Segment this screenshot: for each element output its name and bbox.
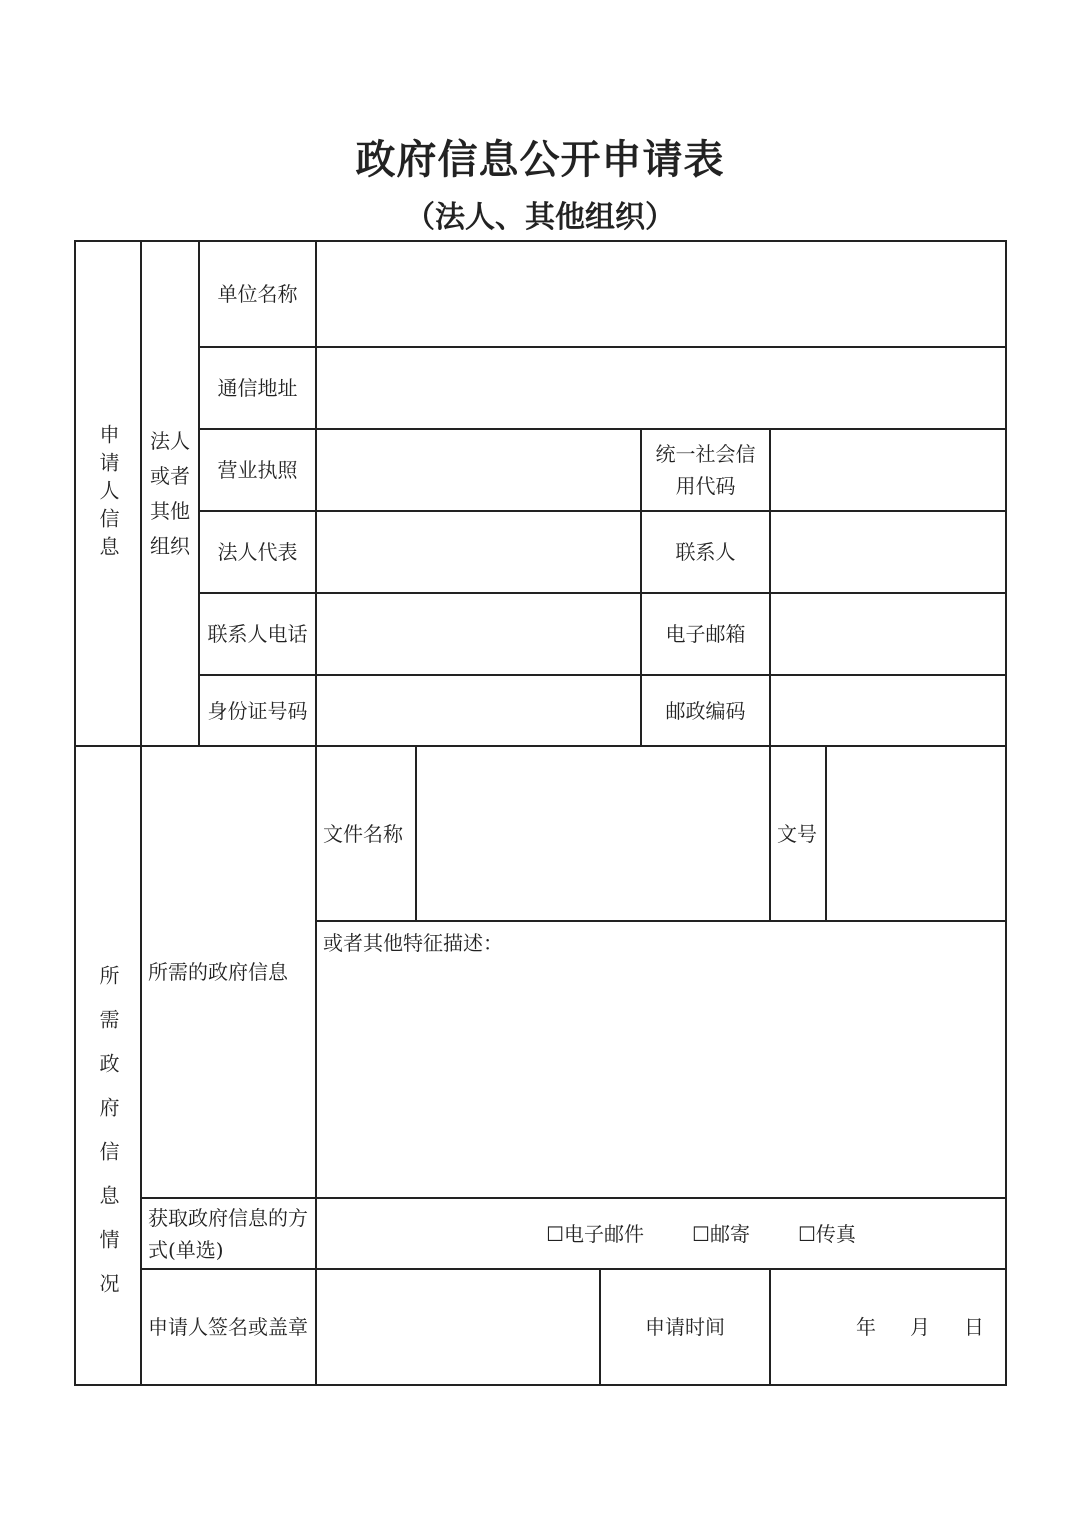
apply-time-label: 申请时间 [645, 1315, 725, 1339]
option-mail-checkbox[interactable]: ☐邮寄 [692, 1221, 750, 1246]
doc-name-field[interactable] [417, 747, 769, 920]
applicant-section-label [76, 242, 140, 745]
signature-field[interactable] [317, 1270, 599, 1384]
date-year: 年 [856, 1315, 876, 1339]
id-number-label: 身份证号码 [207, 698, 308, 723]
option-email-checkbox[interactable]: ☐电子邮件 [546, 1221, 645, 1246]
address-field[interactable] [317, 348, 1005, 428]
method-label: 获取政府信息的方式(单选) [148, 1205, 308, 1262]
doc-number-label: 文号 [777, 822, 817, 846]
doc-number-field[interactable] [827, 747, 1005, 920]
legal-rep-label: 法人代表 [217, 540, 298, 564]
apply-date-field[interactable] [771, 1270, 1005, 1384]
license-label: 营业执照 [217, 458, 298, 482]
applicant-section-text: 申请人信息 [96, 423, 120, 564]
other-description-label: 或者其他特征描述： [323, 931, 503, 955]
contact-label: 联系人 [675, 540, 736, 564]
method-options [317, 1199, 1005, 1268]
option-fax-checkbox[interactable]: ☐传真 [797, 1221, 856, 1246]
page-title: 政府信息公开申请表 [355, 136, 725, 183]
contact-phone-field[interactable] [317, 594, 640, 674]
info-section-label [76, 747, 140, 1384]
page-subtitle: （法人、其他组织） [405, 200, 675, 235]
applicant-group-label [142, 242, 198, 745]
email-label: 电子邮箱 [665, 622, 746, 646]
doc-name-label: 文件名称 [323, 822, 403, 846]
info-section-text: 所需政府信息情况 [96, 964, 120, 1317]
date-day: 日 [964, 1315, 984, 1339]
contact-phone-label: 联系人电话 [207, 622, 308, 646]
table-border-right [1005, 240, 1007, 1386]
applicant-group-text: 法人或者其他组织 [150, 428, 190, 558]
credit-code-label: 统一社会信用代码 [655, 442, 756, 498]
needed-info-label: 所需的政府信息 [148, 960, 288, 984]
email-field[interactable] [771, 594, 1005, 674]
credit-code-field[interactable] [771, 430, 1005, 510]
postcode-field[interactable] [771, 676, 1005, 745]
legal-rep-field[interactable] [317, 512, 640, 592]
date-month: 月 [910, 1315, 930, 1339]
unit-name-label: 单位名称 [217, 282, 298, 306]
signature-label: 申请人签名或盖章 [148, 1315, 308, 1339]
license-field[interactable] [317, 430, 640, 510]
id-number-field[interactable] [317, 676, 640, 745]
other-description-field[interactable] [317, 922, 1005, 1197]
table-border-bottom [74, 1384, 1007, 1386]
unit-name-field[interactable] [317, 242, 1005, 346]
postcode-label: 邮政编码 [665, 698, 746, 723]
address-label: 通信地址 [217, 376, 298, 400]
contact-field[interactable] [771, 512, 1005, 592]
